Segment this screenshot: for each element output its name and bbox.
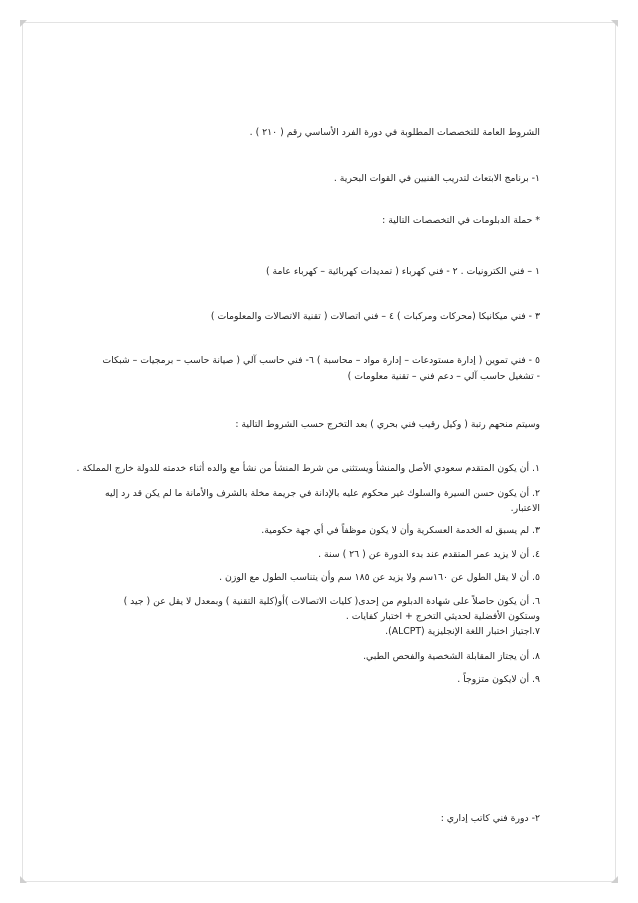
- condition-item-continued: الاعتبار.: [510, 503, 540, 514]
- document-title: الشروط العامة للتخصصات المطلوبة في دورة الفرد الأساسي رقم ( ٢١٠ ) .: [249, 127, 540, 138]
- section2-heading: ٢- دورة فني كاتب إداري :: [440, 813, 540, 824]
- condition-item: ٧.اجتياز اختبار اللغة الإنجليزية (ALCPT).: [385, 626, 540, 637]
- page-border: [22, 22, 616, 882]
- corner-mark-top-left: [20, 20, 27, 27]
- specialization-line-1: ١ – فني الكترونيات . ٢ - فني كهرباء ( تمديدات كهربائية – كهرباء عامة ): [265, 266, 540, 277]
- section1-subheading: * حملة الدبلومات في التخصصات التالية :: [382, 215, 540, 226]
- rank-note: وسيتم منحهم رتبة ( وكيل رقيب فني بحري ) بعد التخرج حسب الشروط التالية :: [235, 419, 540, 430]
- corner-mark-bottom-left: [20, 876, 27, 883]
- condition-item: ٩. أن لايكون متزوجاً .: [457, 674, 540, 685]
- condition-item-continued: وستكون الأفضلية لحديثي التخرج + اختبار كفايات .: [345, 611, 540, 622]
- condition-item: ٦. أن يكون حاصلاً على شهادة الدبلوم من إحدى( كليات الاتصالات )أو(كلية التقنية ) وبمعدل لا يقل عن ( جيد ): [123, 596, 540, 607]
- condition-item: ٥. أن لا يقل الطول عن ١٦٠سم ولا يزيد عن ١٨٥ سم وأن يتناسب الطول مع الوزن .: [219, 572, 540, 583]
- specialization-line-3: ٥ - فني تموين ( إدارة مستودعات – إدارة مواد – محاسبة ) ٦- فني حاسب آلي ( صيانة حاسب – برمجيات – شبكات: [102, 355, 540, 366]
- section1-heading: ١- برنامج الابتعاث لتدريب الفنيين في القوات البحرية .: [333, 173, 540, 184]
- condition-item: ٢. أن يكون حسن السيرة والسلوك غير محكوم عليه بالإدانة في جريمة مخلة بالشرف والأمانة ما لم يكن قد رد إليه: [104, 488, 540, 499]
- corner-mark-top-right: [611, 20, 618, 27]
- condition-item: ٤. أن لا يزيد عمر المتقدم عند بدء الدورة عن ( ٢٦ ) سنة .: [318, 549, 540, 560]
- condition-item: ١. أن يكون المتقدم سعودي الأصل والمنشأ ويستثنى من شرط المنشأ من نشأ مع والده أثناء خدمته للدولة خارج المملكة .: [76, 463, 540, 474]
- condition-item: ٣. لم يسبق له الخدمة العسكرية وأن لا يكون موظفاً في أي جهة حكومية.: [261, 525, 540, 536]
- specialization-line-3-continued: - تشغيل حاسب آلي – دعم فني – تقنية معلومات ): [347, 371, 540, 382]
- condition-item: ٨. أن يجتاز المقابلة الشخصية والفحص الطبي.: [363, 651, 540, 662]
- corner-mark-bottom-right: [611, 876, 618, 883]
- specialization-line-2: ٣ - فني ميكانيكا (محركات ومركبات ) ٤ – فني اتصالات ( تقنية الاتصالات والمعلومات ): [210, 311, 540, 322]
